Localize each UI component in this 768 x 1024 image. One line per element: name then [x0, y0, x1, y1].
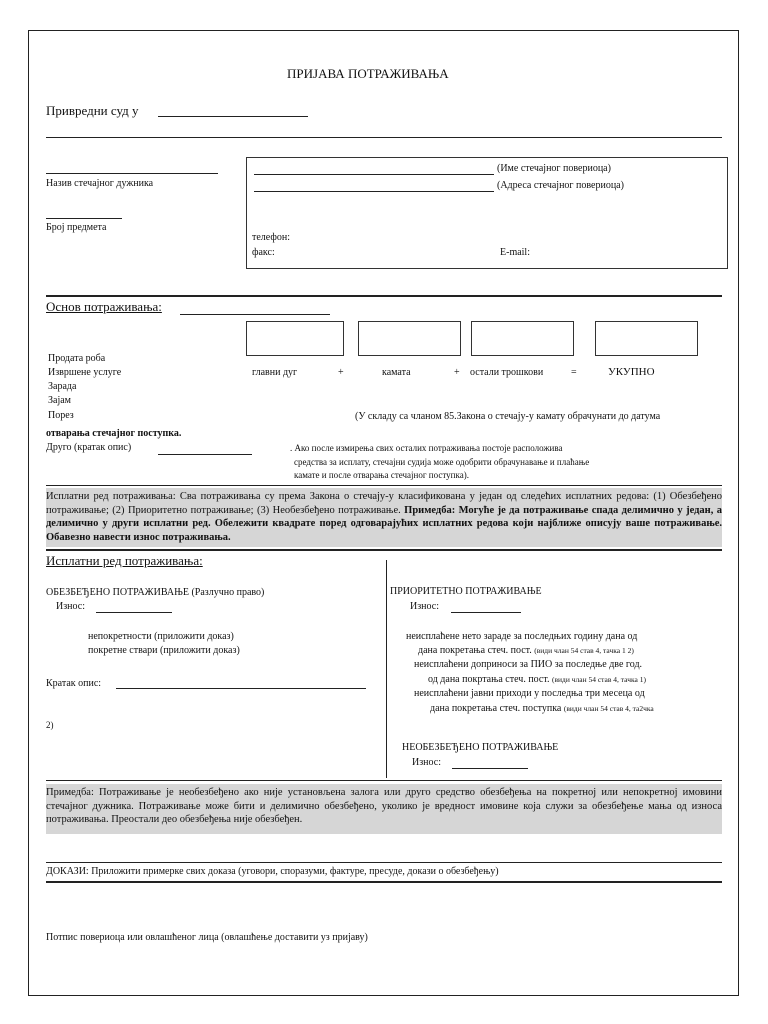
divider [46, 137, 722, 138]
phone-label: телефон: [252, 232, 290, 243]
priority-line: дана покретања стеч. пост. (види члан 54 став 4, тачка 1 2) [418, 645, 634, 656]
interest-box[interactable] [358, 321, 461, 356]
secured-item-movables: покретне ствари (приложити доказ) [88, 645, 240, 656]
case-number-field[interactable] [46, 218, 122, 219]
interest-note: камате и после отварања стечајног поступка). [294, 470, 469, 480]
interest-note: . Ако после измирења свих осталих потраживања постоје расположива [290, 443, 563, 453]
evidence-text: ДОКАЗИ: Приложити примерке свих доказа (уговори, споразуми, фактуре, пресуде, докази о обезбеђењу) [46, 866, 499, 877]
divider [46, 295, 722, 297]
signature-label: Потпис повериоца или овлашћеног лица (овлашћење доставити уз пријаву) [46, 932, 368, 943]
basis-item: Продата роба [48, 353, 106, 364]
interest-label: камата [382, 367, 411, 378]
priority-title: ПРИОРИТЕТНО ПОТРАЖИВАЊЕ [390, 586, 542, 597]
divider [46, 881, 722, 883]
basis-item: Зарада [48, 381, 77, 392]
debtor-name-label: Назив стечајног дужника [46, 178, 154, 189]
priority-amount-field[interactable] [451, 612, 521, 613]
interest-note-bold: отварања стечајног поступка. [46, 428, 182, 439]
case-number-label: Број предмета [46, 222, 107, 233]
short-desc-field[interactable] [116, 688, 366, 689]
basis-underline [180, 314, 330, 315]
priority-line: од дана покртања стеч. пост. (види члан 54 став 4, тачка 1) [428, 674, 646, 685]
secured-note: 2) [46, 720, 54, 730]
plus-sign: + [338, 367, 344, 378]
basis-item: Зајам [48, 395, 71, 406]
creditor-address-label: (Адреса стечајног повериоца) [497, 180, 624, 191]
priority-line: неисплаћени доприноси за ПИО за последње две год. [414, 659, 643, 670]
creditor-name-field[interactable] [254, 174, 494, 175]
other-label: Друго (кратак опис) [46, 442, 132, 453]
total-label: УКУПНО [608, 366, 655, 378]
email-label: E-mail: [500, 247, 530, 258]
priority-line: неисплаћене нето зараде за последњих годину дана од [406, 631, 638, 642]
payment-order-title: Исплатни ред потраживања: [46, 553, 203, 568]
unsecured-amount-label: Износ: [412, 757, 441, 768]
creditor-address-field[interactable] [254, 191, 494, 192]
divider [46, 485, 722, 486]
secured-amount-field[interactable] [96, 612, 172, 613]
plus-sign: + [454, 367, 460, 378]
debtor-name-field[interactable] [46, 173, 218, 174]
priority-amount-label: Износ: [410, 601, 439, 612]
unsecured-title: НЕОБЕЗБЕЂЕНО ПОТРАЖИВАЊЕ [402, 742, 559, 753]
interest-note: средства за исплату, стечајни судија може одобрити обрачунавање и плаћање [294, 457, 590, 467]
interest-note: (У складу са чланом 85.Закона о стечају-у камату обрачунати до датума [355, 411, 661, 422]
basis-title: Основ потраживања: [46, 299, 162, 314]
divider [46, 780, 722, 781]
remark-paragraph: Примедба: Потраживање је необезбеђено ако није установљена залога или друго средство обезбеђења на покретној или непокретној имовини стечајног дужника. Потраживање може бити и делимично обезбеђено, уколико је вредност имовине која служи за обезбеђење мања од износа потраживања. Преостали део обезбеђења није обезбеђен. [46, 787, 722, 825]
equals-sign: = [571, 367, 577, 378]
basis-item: Извршене услуге [48, 367, 122, 378]
main-debt-box[interactable] [246, 321, 344, 356]
other-costs-label: остали трошкови [470, 367, 544, 378]
other-field[interactable] [158, 454, 252, 455]
payment-order-paragraph: Исплатни ред потраживања: Сва потраживања су према Закона о стечају-у класификована у један од следећих исплатних редова: (1) Обезбеђено потраживање; (2) Приоритетно потраживање; (3) Необезбеђено потраживање. Примедба: Могуће је да потраживање спада делимично у један, а делимично у други исплатни ред. Обележити квадрате поред одговарајућих исплатних редова који најближе описују ваше потраживање. Обавезно навести износ потраживања. [46, 491, 722, 543]
column-divider [386, 560, 387, 778]
priority-line: неисплаћени јавни приходи у последња три месеца од [414, 688, 645, 699]
main-debt-label: главни дуг [252, 367, 298, 378]
basis-item: Порез [48, 410, 74, 421]
secured-item-real-estate: непокретности (приложити доказ) [88, 631, 234, 642]
other-costs-box[interactable] [471, 321, 574, 356]
divider [46, 549, 722, 551]
priority-line: дана покретања стеч. поступка (види члан 54 став 4, та2чка [430, 703, 654, 714]
secured-amount-label: Износ: [56, 601, 85, 612]
court-label: Привредни суд у [46, 103, 139, 118]
short-desc-label: Кратак опис: [46, 678, 102, 689]
unsecured-amount-field[interactable] [452, 768, 528, 769]
form-title: ПРИЈАВА ПОТРАЖИВАЊА [287, 66, 449, 81]
divider [46, 862, 722, 863]
court-field[interactable] [158, 116, 308, 117]
total-box[interactable] [595, 321, 698, 356]
creditor-name-label: (Име стечајног повериоца) [497, 163, 611, 174]
secured-title: ОБЕЗБЕЂЕНО ПОТРАЖИВАЊЕ (Разлучно право) [46, 587, 265, 598]
fax-label: факс: [252, 247, 275, 258]
